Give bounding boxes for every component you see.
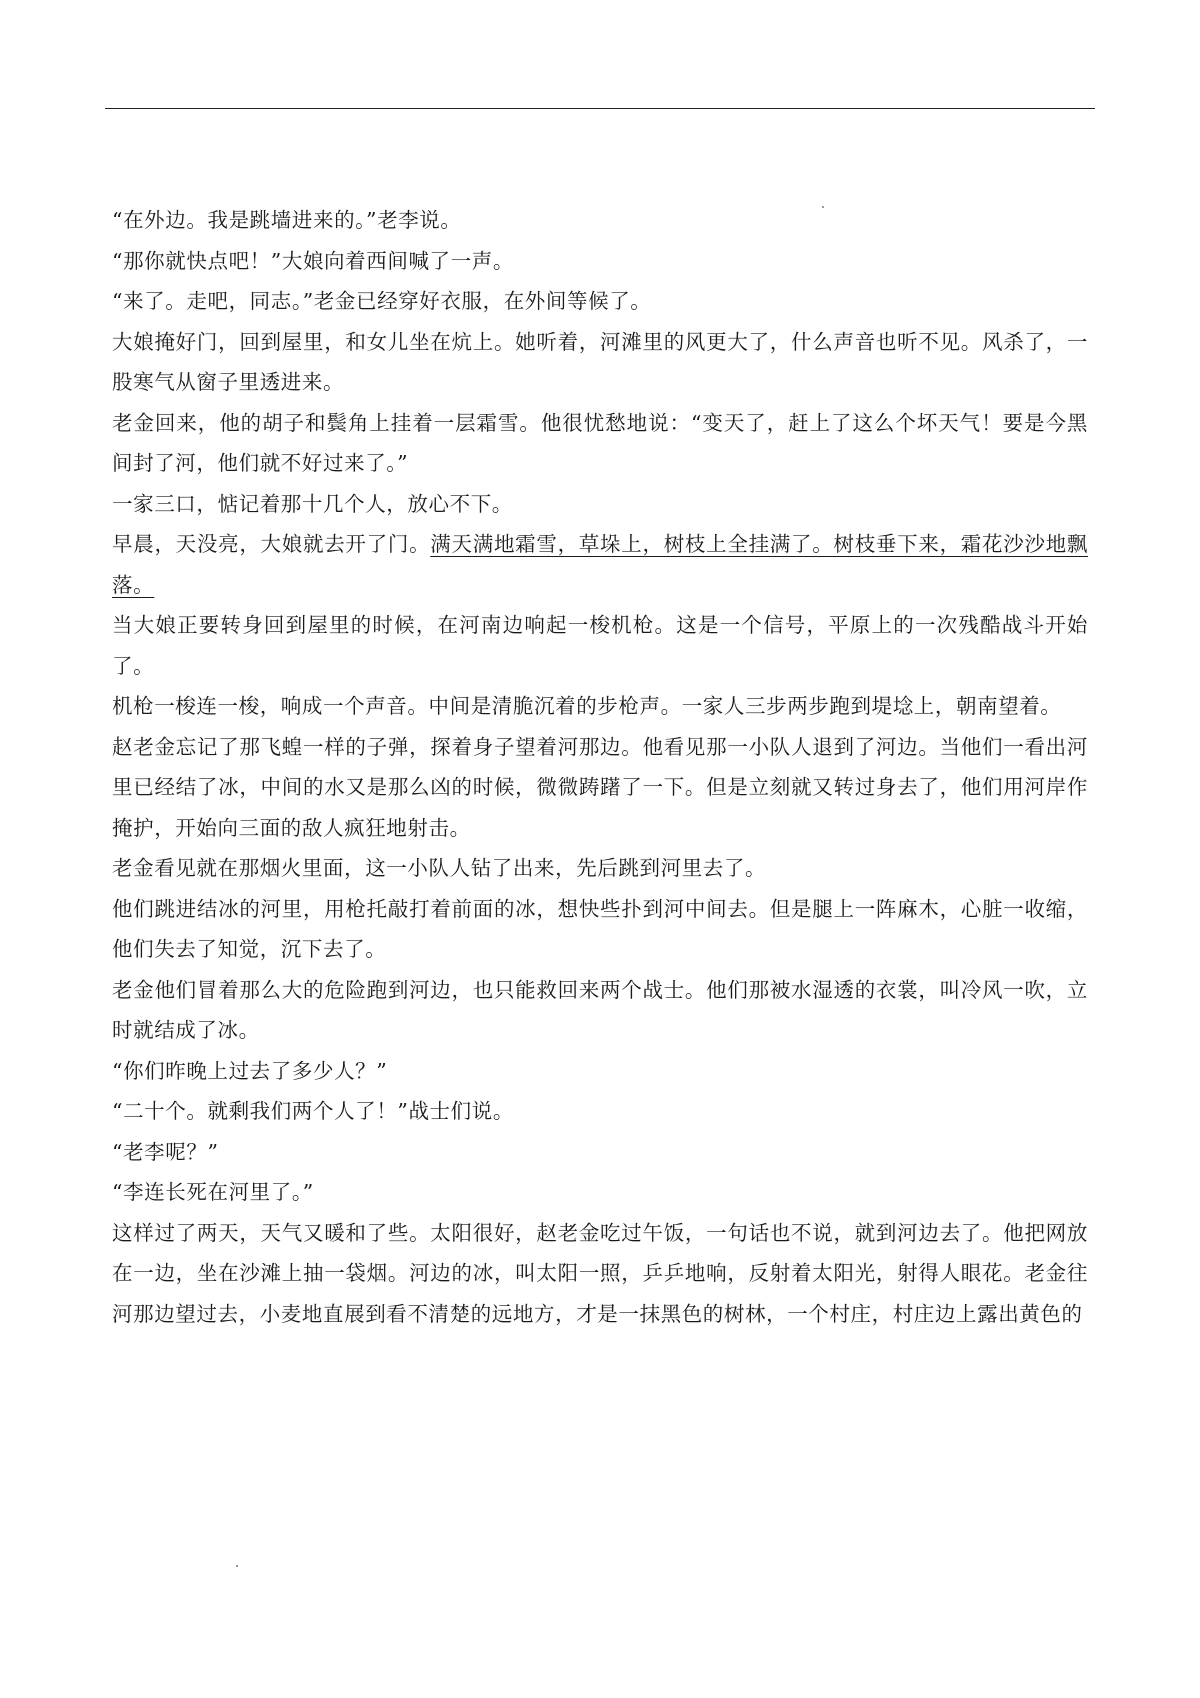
paragraph: 大娘掩好门，回到屋里，和女儿坐在炕上。她听着，河滩里的风更大了，什么声音也听不见。风杀了，一股寒气从窗子里透进来。 [112, 329, 1088, 394]
paragraph: 老金回来，他的胡子和鬓角上挂着一层霜雪。他很忧愁地说：“变天了，赶上了这么个坏天气！要是今黑间封了河，他们就不好过来了。” [112, 410, 1088, 475]
paragraph: “你们昨晚上过去了多少人？” [112, 1058, 388, 1083]
paragraph: “那你就快点吧！”大娘向着西间喊了一声。 [112, 248, 514, 273]
paragraph: 赵老金忘记了那飞蝗一样的子弹，探着身子望着河那边。他看见那一小队人退到了河边。当他们一看出河里已经结了冰，中间的水又是那么凶的时候，微微踌躇了一下。但是立刻就又转过身去了，他们用河岸作掩护，开始向三面的敌人疯狂地射击。 [112, 734, 1088, 840]
paragraph: “来了。走吧，同志。”老金已经穿好衣服，在外间等候了。 [112, 289, 652, 313]
paragraph: 这样过了两天，天气又暖和了些。太阳很好，赵老金吃过午饭，一句话也不说，就到河边去了。他把网放在一边，坐在沙滩上抽一袋烟。河边的冰，叫太阳一照，乒乒地响，反射着太阳光，射得人眼花。老金往河那边望过去，小麦地直展到看不清楚的远地方，才是一抹黑色的树林，一个村庄，村庄边上露出黄色的 [112, 1220, 1088, 1326]
document-body [112, 200, 1088, 1334]
underlined-passage: 满天满地霜雪，草垛上，树枝上全挂满了。树枝垂下来，霜花沙沙地飘落。 [112, 532, 1088, 597]
header-rule [105, 108, 1095, 109]
paragraph: 他们跳进结冰的河里，用枪托敲打着前面的冰，想快些扑到河中间去。但是腿上一阵麻木，心脏一收缩，他们失去了知觉，沉下去了。 [112, 896, 1088, 961]
paragraph: “二十个。就剩我们两个人了！”战士们说。 [112, 1099, 514, 1123]
paragraph: “在外边。我是跳墙进来的。”老李说。 [112, 208, 462, 232]
paragraph: “李连长死在河里了。” [112, 1180, 314, 1204]
paragraph: 机枪一梭连一梭，响成一个声音。中间是清脆沉着的步枪声。一家人三步两步跑到堤埝上，朝南望着。 [112, 694, 1062, 718]
paragraph [112, 524, 1088, 605]
paragraph-text: 早晨，天没亮，大娘就去开了门。 [112, 532, 431, 556]
paragraph: 老金他们冒着那么大的危险跑到河边，也只能救回来两个战士。他们那被水湿透的衣裳，叫冷风一吹，立时就结成了冰。 [112, 977, 1088, 1042]
paragraph: 当大娘正要转身回到屋里的时候，在河南边响起一梭机枪。这是一个信号，平原上的一次残酷战斗开始了。 [112, 613, 1088, 678]
paragraph: 一家三口，惦记着那十几个人，放心不下。 [112, 491, 513, 516]
scan-speck [236, 1565, 238, 1567]
paragraph: 老金看见就在那烟火里面，这一小队人钻了出来，先后跳到河里去了。 [112, 856, 767, 880]
paragraph: “老李呢？” [112, 1139, 219, 1164]
